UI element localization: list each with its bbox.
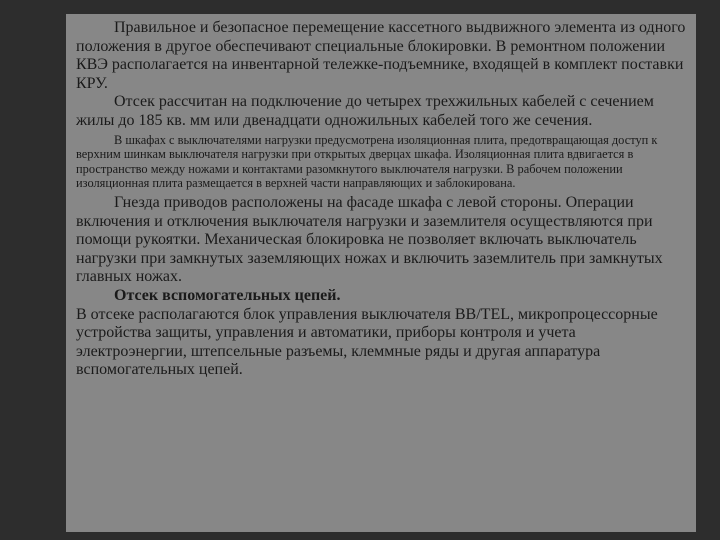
- paragraph-auxiliary-equipment: В отсеке располагаются блок управления выключателя BB/TEL, микропроцессорные устройства защиты, управления и автоматики, приборы контроля и учета электроэнергии, штепсельные разъемы, клеммные ряды и другая аппаратура вспомогательных цепей.: [76, 305, 658, 379]
- paragraph-drive-sockets: Гнезда приводов расположены на фасаде шкафа с левой стороны. Операции включения и отключения выключателя нагрузки и заземлителя осуществляются при помощи рукоятки. Механическая блокировка не позволяет включать выключатель нагрузки при замкнутых заземляющих ножах и включить заземлитель при замкнутых главных ножах.: [76, 193, 663, 286]
- text-box: [66, 14, 696, 532]
- paragraph-insulation-plate: В шкафах с выключателями нагрузки предусмотрена изоляционная плита, предотвращающая доступ к верхним шинкам выключателя нагрузки при открытых дверцах шкафа. Изоляционная плита вдвигается в пространство между ножами и контактами разомкнутого выключателя нагрузки. В рабочем положении изоляционная плита размещается в верхней части направляющих и заблокирована.: [76, 132, 658, 191]
- paragraph-cable-compartment: Отсек рассчитан на подключение до четырех трехжильных кабелей с сечением жилы до 185 кв. мм или двенадцати одножильных кабелей того же сечения.: [76, 93, 654, 129]
- heading-auxiliary-circuits: Отсек вспомогательных цепей.: [114, 286, 341, 304]
- paragraph-cassette-blocking: Правильное и безопасное перемещение кассетного выдвижного элемента из одного положения в другое обеспечивают специальные блокировки. В ремонтном положении КВЭ располагается на инвентарной тележке-подъемнике, входящей в комплект поставки КРУ.: [76, 19, 686, 92]
